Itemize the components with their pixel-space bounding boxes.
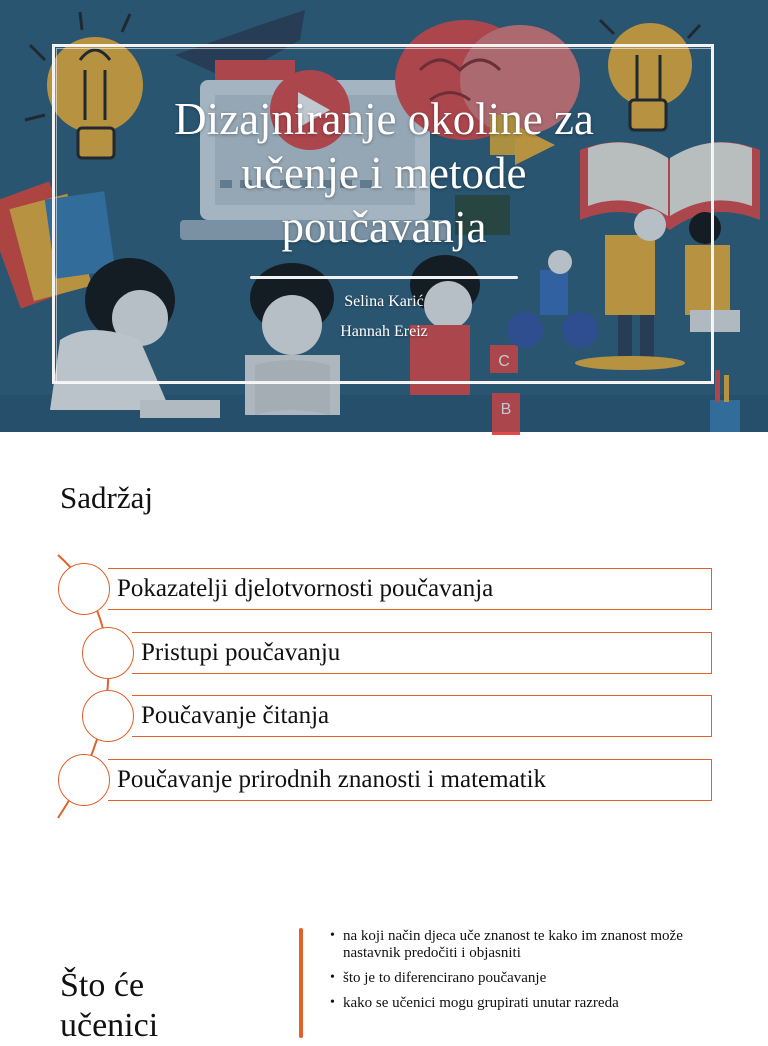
item-marker	[58, 563, 110, 615]
contents-item[interactable]	[108, 759, 712, 801]
svg-text:B: B	[500, 401, 512, 418]
contents-item[interactable]	[132, 632, 712, 674]
item-marker	[82, 627, 134, 679]
slide-heading: Sadržaj	[60, 480, 153, 515]
bullet-item: • kako se učenici mogu grupirati unutar razreda	[330, 995, 730, 1012]
objectives-slide	[0, 880, 768, 1044]
bullet-item: • što je to diferencirano poučavanje	[330, 970, 730, 987]
contents-slide	[0, 440, 768, 872]
slide-title: Dizajniranje okoline za učenje i metode poučavanja	[174, 94, 594, 252]
accent-divider	[299, 928, 303, 1038]
item-marker	[82, 690, 134, 742]
contents-item-label: Poučavanje čitanja	[141, 702, 330, 729]
author-name: Hannah Ereiz	[340, 323, 428, 340]
slide-heading: Što će učenici	[60, 967, 159, 1044]
title-slide	[0, 0, 768, 432]
contents-item-label: Pristupi poučavanju	[141, 639, 341, 666]
item-marker	[58, 754, 110, 806]
contents-item-label: Pokazatelji djelotvornosti poučavanja	[117, 575, 494, 602]
author-name: Selina Karić	[344, 293, 424, 310]
bullet-list	[330, 928, 730, 1020]
contents-item[interactable]	[132, 695, 712, 737]
svg-text:C: C	[498, 353, 510, 370]
contents-item-label: Poučavanje prirodnih znanosti i matematik	[117, 766, 547, 793]
title-underline	[250, 276, 518, 279]
bullet-item: • na koji način djeca uče znanost te kako im znanost može nastavnik predočiti i objasniti	[330, 928, 730, 962]
contents-item[interactable]	[108, 568, 712, 610]
